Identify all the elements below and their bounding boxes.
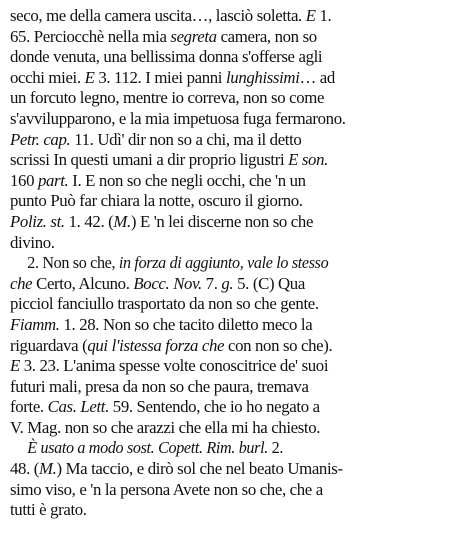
text-run: punto Può far chiara la notte, oscuro il giorno. [10,191,303,211]
text-run: 1. 28. Non so che tacito diletto meco la [59,314,313,334]
italic-run: Fiamm. [10,314,60,334]
italic-run: Petr. cap. [10,129,71,149]
italic-run: che [10,273,33,293]
text-line [10,233,465,254]
italic-run: E son. [288,150,328,170]
text-line [10,459,465,480]
text-run: divino. [10,232,55,252]
text-line [10,480,465,501]
italic-run: Cas. Lett. [47,397,109,417]
text-run: 3. 23. L'anima spesse volte conoscitrice de' suoi [19,356,329,376]
text-run: riguardava ( [10,335,88,355]
text-run: 2. Non so che, [27,253,119,273]
dictionary-entry-text [10,6,465,521]
text-run: 5. (C) Qua [233,273,305,293]
text-run: V. Mag. non so che arazzi che ella mi ha chiesto. [10,417,321,437]
text-run: 1. 42. ( [64,211,114,231]
text-line [10,294,465,315]
text-run: donde venuta, una bellissima donna s'offerse agli [10,47,323,67]
text-line [10,27,465,48]
text-run: simo viso, e 'n la persona Avete non so che, che a [10,479,323,499]
text-run: 160 [10,170,38,190]
italic-run: part. [37,170,69,190]
text-line [10,500,465,521]
text-run: 3. 112. I miei panni [94,67,226,87]
text-line [10,377,465,398]
text-run: 7. [201,273,222,293]
text-line [10,315,465,336]
text-line [10,47,465,68]
text-run: 2. [267,438,284,458]
text-run: tutti è grato. [10,500,87,520]
text-line [10,88,465,109]
text-line [10,253,447,274]
italic-run: in forza di aggiunto, vale lo stesso [118,253,329,273]
italic-run: E [305,6,316,25]
text-run: … ad [299,67,335,87]
text-run: forte. [10,397,48,417]
text-line [10,109,465,130]
text-run: un forcuto legno, mentre io correva, non so come [10,88,325,108]
text-line [10,212,465,233]
text-line [10,274,465,295]
text-line [10,6,465,27]
text-run: camera, non so [216,26,317,46]
text-line [10,336,465,357]
text-line [10,397,465,418]
italic-run: M. [113,211,131,231]
text-run: ) E 'n lei discerne non so che [130,211,314,231]
text-line [10,130,465,151]
text-run: 59. Sentendo, che io ho negato a [108,397,320,417]
text-run: Certo, Alcuno. [32,273,134,293]
italic-run: M. [39,459,57,479]
text-run: 65. Perciocchè nella mia [10,26,171,46]
text-line [10,150,465,171]
italic-run: E [10,356,20,376]
text-line [10,191,465,212]
text-line [10,438,447,459]
text-run: I. E non so che negli occhi, che 'n un [68,170,306,190]
text-line [10,418,465,439]
text-run: seco, me della camera uscita…, lasciò soletta. [10,6,306,25]
text-run: ) Ma taccio, e dirò sol che nel beato Umanis- [56,459,343,479]
italic-run: Poliz. st. [10,211,65,231]
italic-run: Bocc. Nov. [133,273,202,293]
italic-run: qui l'istessa forza che [87,335,225,355]
text-run: futuri mali, presa da non so che paura, tremava [10,376,309,396]
text-line [10,171,465,192]
text-run: 48. ( [10,459,40,479]
italic-run: segreta [170,26,217,46]
text-run: s'avvilupparono, e la mia impetuosa fuga fermarono. [10,108,346,128]
text-run: scrissi In questi umani a dir proprio ligustri [10,150,289,170]
text-run: occhi miei. [10,67,85,87]
text-line [10,68,465,89]
text-run: con non so che). [224,335,333,355]
italic-run: lunghissimi [225,67,300,87]
text-run: picciol fanciullo trasportato da non so che gente. [10,294,319,314]
text-run: 11. Udì' dir non so a chi, ma il detto [70,129,302,149]
italic-run: È usato a modo sost. Copett. Rim. burl. [27,438,268,458]
text-line [10,356,465,377]
text-run: 1. [315,6,332,25]
italic-run: g. [221,273,234,293]
italic-run: E [84,67,95,87]
